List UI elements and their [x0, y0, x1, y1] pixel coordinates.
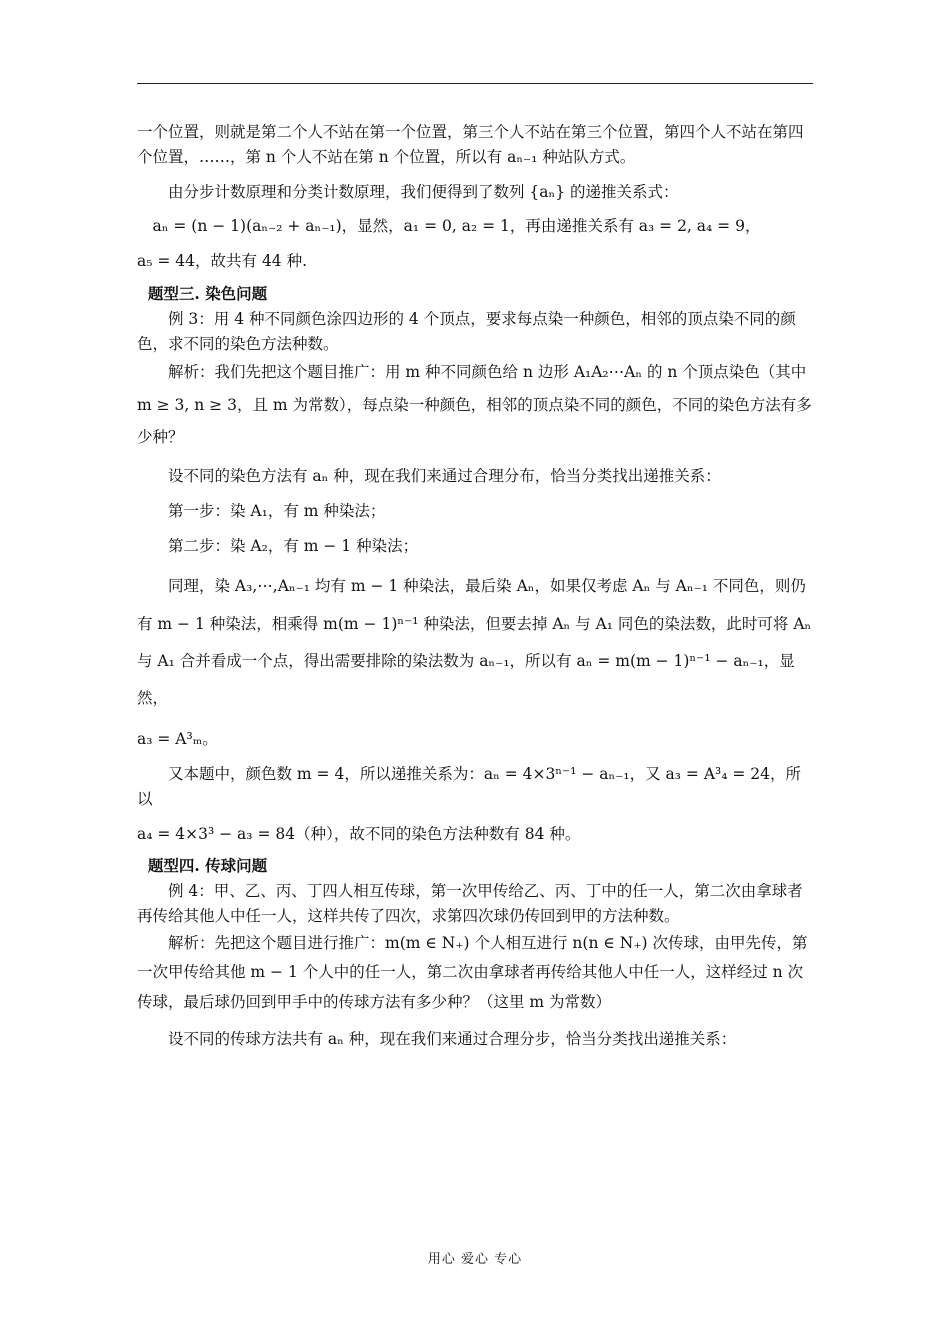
- document-body: [137, 120, 813, 1052]
- paragraph: 解析：先把这个题目进行推广：m(m ∈ N₊) 个人相互进行 n(n ∈ N₊) 次传球，由甲先传，第一次甲传给其他 m − 1 个人中的任一人，第二次由拿球者再传给其他人中任一人，这样经过 n 次传球，最后球仍回到甲手中的传球方法有多少种？（这里 m 为常数）: [137, 933, 808, 1011]
- formula-line: a₅ = 44，故共有 44 种.: [137, 252, 308, 271]
- paragraph: 又本题中，颜色数 m = 4，所以递推关系为：aₙ = 4×3ⁿ⁻¹ − aₙ₋₁，又 a₃ = A³₄ = 24，所以: [137, 764, 802, 808]
- formula-line: aₙ = (n − 1)(aₙ₋₂ + aₙ₋₁)，显然，a₁ = 0, a₂ = 1，再由递推关系有 a₃ = 2, a₄ = 9，: [152, 217, 761, 236]
- page-footer: 用心 爱心 专心: [427, 1252, 523, 1267]
- paragraph: 同理，染 A₃,⋯,Aₙ₋₁ 均有 m − 1 种染法，最后染 Aₙ，如果仅考虑 Aₙ 与 Aₙ₋₁ 不同色，则仍有 m − 1 种染法，相乘得 m(m − 1)ⁿ⁻¹ 种染法，但要去掉 Aₙ 与 A₁ 同色的染法数，此时可将 Aₙ 与 A₁ 合并看成一个点，得出需要排除的染法数为 aₙ₋₁，所以有 aₙ = m(m − 1)ⁿ⁻¹ − aₙ₋₁，显然，: [137, 577, 812, 707]
- header-rule: [137, 83, 813, 84]
- paragraph: 设不同的传球方法共有 aₙ 种，现在我们来通过合理分步，恰当分类找出递推关系：: [168, 1030, 737, 1049]
- section-heading: 题型三. 染色问题: [147, 283, 268, 303]
- formula-line: a₄ = 4×3³ − a₃ = 84（种），故不同的染色方法种数有 84 种。: [137, 824, 581, 843]
- paragraph: 第二步：染 A₂，有 m − 1 种染法；: [168, 536, 419, 555]
- paragraph: 一个位置，则就是第二个人不站在第一个位置，第三个人不站在第三个位置，第四个人不站在第四个位置，……，第 n 个人不站在第 n 个位置，所以有 aₙ₋₁ 种站队方式。: [137, 123, 804, 166]
- paragraph: 解析：我们先把这个题目推广：用 m 种不同颜色给 n 边形 A₁A₂⋯Aₙ 的 n 个顶点染色（其中 m ≥ 3, n ≥ 3，且 m 为常数），每点染一种颜色，相邻的顶点染不同的颜色，不同的染色方法有多少种？: [137, 363, 812, 447]
- section-heading: 题型四. 传球问题: [147, 856, 268, 876]
- paragraph: 由分步计数原理和分类计数原理，我们便得到了数列 {aₙ} 的递推关系式：: [168, 182, 679, 201]
- paragraph: 设不同的染色方法有 aₙ 种，现在我们来通过合理分布，恰当分类找出递推关系：: [168, 467, 721, 486]
- paragraph: 第一步：染 A₁，有 m 种染法；: [168, 501, 386, 520]
- paragraph: 例 3：用 4 种不同颜色涂四边形的 4 个顶点，要求每点染一种颜色，相邻的顶点染不同的颜色，求不同的染色方法种数。: [137, 309, 796, 353]
- formula-line: a₃ = A³ₘ。: [137, 730, 218, 749]
- paragraph: 例 4：甲、乙、丙、丁四人相互传球，第一次甲传给乙、丙、丁中的任一人，第二次由拿球者再传给其他人中任一人，这样共传了四次，求第四次球仍传回到甲的方法种数。: [137, 882, 803, 925]
